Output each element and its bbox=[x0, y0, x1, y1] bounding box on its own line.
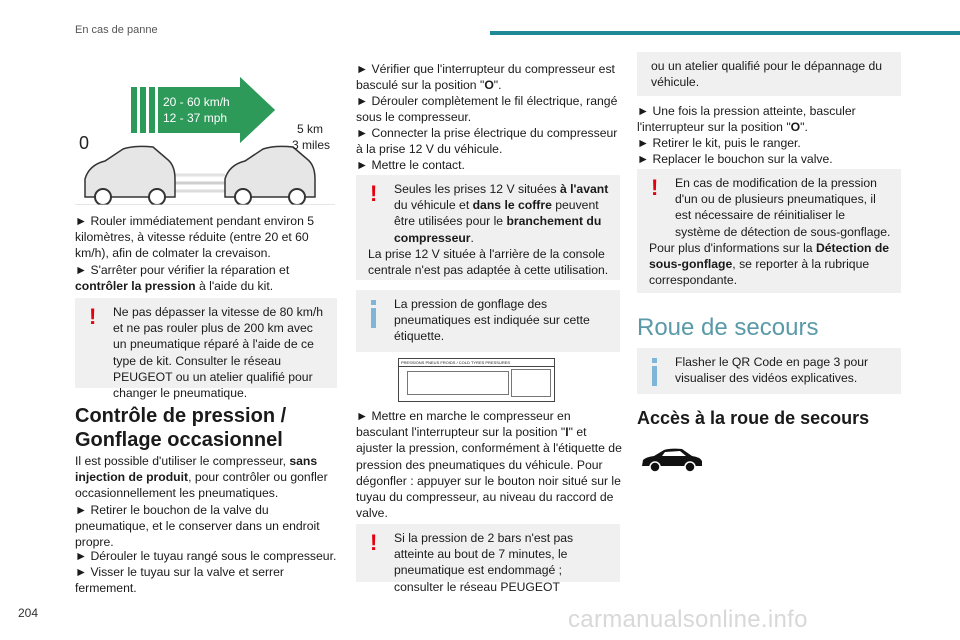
heading-pressure-check: Contrôle de pression / Gonflage occasionnel bbox=[75, 405, 287, 451]
warning-12v-sockets: ! Seules les prises 12 V situées à l'avant du véhicule et dans le coffre peuvent être utilisées pour le branchement du compresseur. La prise 12 V située à l'arrière de la console centrale n'est pas adaptée à cette utilisation. bbox=[356, 175, 620, 280]
section-title: En cas de panne bbox=[75, 24, 158, 36]
page-number: 204 bbox=[18, 606, 39, 620]
tyre-pressure-label-image: PRESSIONS PNEUS FROIDS / COLD TYRES PRESSURES bbox=[398, 358, 555, 402]
distance-miles: 3 miles bbox=[292, 138, 331, 152]
watermark: carmanualsonline.info bbox=[568, 606, 808, 633]
warning-underinflation-reset: ! En cas de modification de la pression d'un ou de plusieurs pneumatiques, il est nécessaire de réinitialiser le système de détection de sous-gonflage. Pour plus d'informations sur la Détection de sous-gonflage, se reporter à la rubrique correspondante. bbox=[637, 169, 901, 293]
col1-paragraph-4: ► Retirer le bouchon de la valve du pneumatique, et le conserver dans un endroit propre. bbox=[75, 503, 320, 550]
col3-paragraph-1: ► Une fois la pression atteinte, basculer l'interrupteur sur la position "O". bbox=[637, 104, 856, 135]
col3-paragraph-2: ► Retirer le kit, puis le ranger. bbox=[637, 136, 801, 150]
speed-diagram bbox=[75, 75, 335, 205]
warning-icon: ! bbox=[370, 181, 378, 206]
col1-paragraph-5: ► Dérouler le tuyau rangé sous le compresseur. bbox=[75, 549, 337, 563]
heading-spare-wheel: Roue de secours bbox=[637, 314, 819, 341]
col2-paragraph-5: ► Mettre en marche le compresseur en basculant l'interrupteur sur la position "I" et ajuster la pression, conformément à l'étiquette de pression des pneumatiques du véhicule. Pour dégonfler : appuyer sur le bouton noir situé sur le tuyau du compresseur, au niveau du raccord de valve. bbox=[356, 409, 622, 521]
warning-icon: ! bbox=[370, 530, 378, 555]
col2-paragraph-3: ► Connecter la prise électrique du compresseur à la prise 12 V du véhicule. bbox=[356, 126, 618, 157]
col2-paragraph-2: ► Dérouler complètement le fil électrique, rangé sous le compresseur. bbox=[356, 94, 618, 125]
info-icon bbox=[371, 300, 376, 328]
start-zero: 0 bbox=[79, 133, 90, 153]
info-qr-code: Flasher le QR Code en page 3 pour visualiser des vidéos explicatives. bbox=[637, 348, 901, 394]
distance-km: 5 km bbox=[297, 122, 324, 136]
warning-icon: ! bbox=[651, 175, 659, 200]
warning-icon: ! bbox=[89, 304, 97, 329]
speed-kmh: 20 - 60 km/h bbox=[163, 95, 230, 109]
info-icon bbox=[652, 358, 657, 386]
col1-paragraph-1: ► Rouler immédiatement pendant environ 5 kilomètres, à vitesse réduite (entre 20 et 60 km/h), afin de colmater la crevaison. bbox=[75, 214, 315, 261]
col1-paragraph-6: ► Visser le tuyau sur la valve et serrer fermement. bbox=[75, 565, 284, 596]
heading-spare-access: Accès à la roue de secours bbox=[637, 408, 870, 428]
warning-pressure-timeout: ! Si la pression de 2 bars n'est pas atteinte au bout de 7 minutes, le pneumatique est endommagé ; consulter le réseau PEUGEOT bbox=[356, 524, 620, 582]
suv-car-icon bbox=[640, 446, 704, 474]
col2-paragraph-1: ► Vérifier que l'interrupteur du compresseur est basculé sur la position "O". bbox=[356, 62, 615, 93]
warning-continued: ou un atelier qualifié pour le dépannage du véhicule. bbox=[637, 52, 901, 96]
warning-speed-limit: ! Ne pas dépasser la vitesse de 80 km/h et ne pas rouler plus de 200 km avec un pneumatique réparé à l'aide de ce type de kit. Consulter le réseau PEUGEOT ou un atelier qualifié pour changer le pneumatique. bbox=[75, 298, 337, 388]
col1-paragraph-3: Il est possible d'utiliser le compresseur, sans injection de produit, pour contrôler ou gonfler occasionnellement les pneumatiques. bbox=[75, 454, 328, 501]
header-accent-bar bbox=[490, 31, 960, 35]
info-pressure-label: La pression de gonflage des pneumatiques est indiquée sur cette étiquette. bbox=[356, 290, 620, 352]
col1-paragraph-2: ► S'arrêter pour vérifier la réparation et contrôler la pression à l'aide du kit. bbox=[75, 263, 290, 294]
col3-paragraph-3: ► Replacer le bouchon sur la valve. bbox=[637, 152, 833, 166]
speed-mph: 12 - 37 mph bbox=[163, 111, 228, 125]
col2-paragraph-4: ► Mettre le contact. bbox=[356, 158, 465, 172]
